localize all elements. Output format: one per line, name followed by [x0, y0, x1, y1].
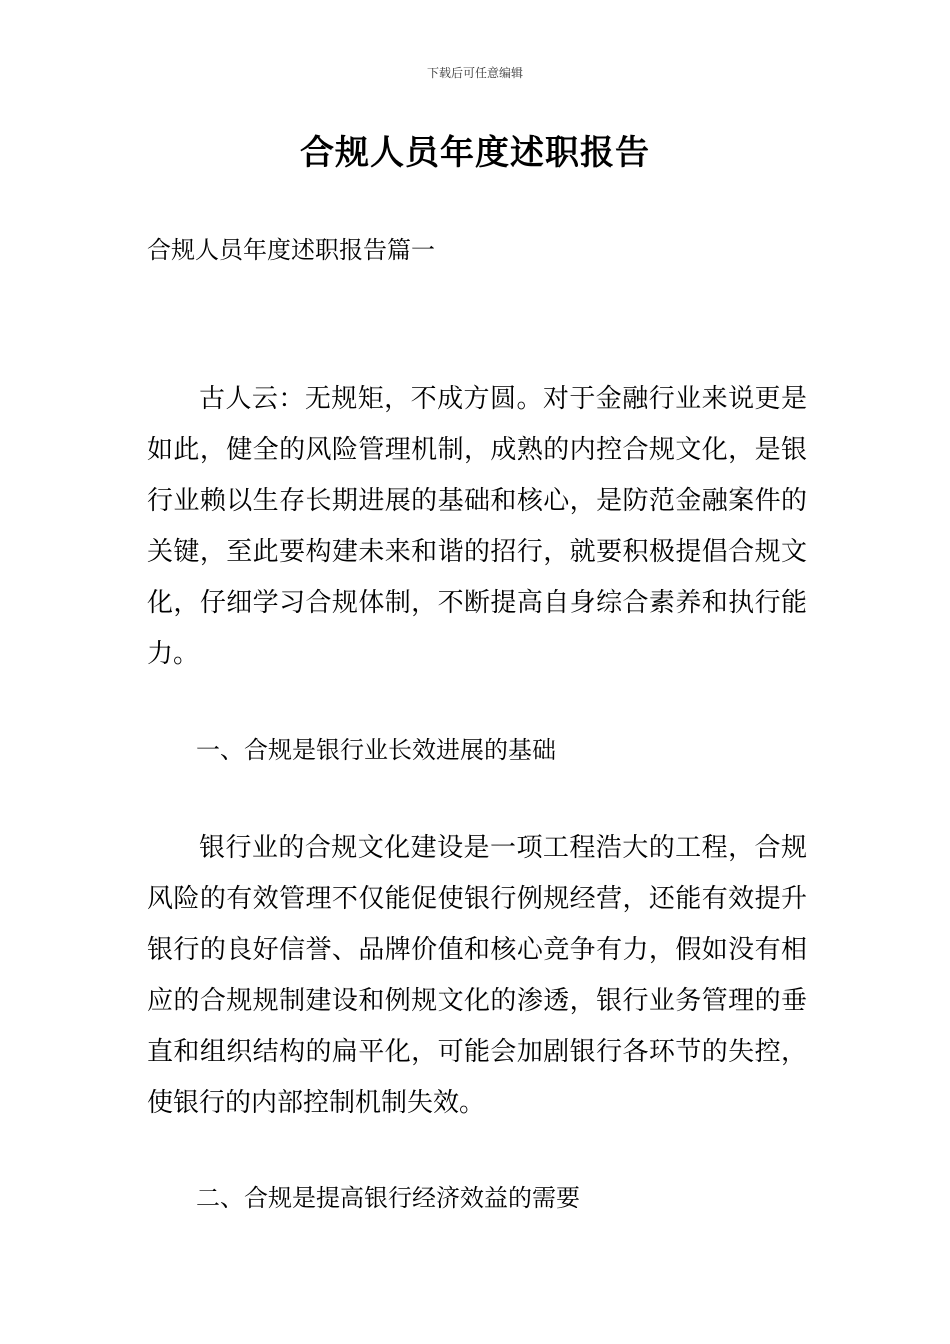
- document-title: 合规人员年度述职报告: [300, 133, 650, 173]
- header-note: 下载后可任意编辑: [426, 66, 523, 80]
- body-paragraph: 古人云：无规矩，不成方圆。对于金融行业来说更是如此，健全的风险管理机制，成熟的内控合规文化，是银行业赖以生存长期进展的基础和核心，是防范金融案件的关键，至此要构建未来和谐的招行，就要积极提倡合规文化，仔细学习合规体制，不断提高自身综合素养和执行能力。: [147, 384, 807, 669]
- section-heading: 二、合规是提高银行经济效益的需要: [196, 1184, 580, 1212]
- document-subtitle: 合规人员年度述职报告篇一: [147, 236, 435, 264]
- section-heading: 一、合规是银行业长效进展的基础: [196, 736, 556, 764]
- body-paragraph: 银行业的合规文化建设是一项工程浩大的工程，合规风险的有效管理不仅能促使银行例规经营，还能有效提升银行的良好信誉、品牌价值和核心竞争有力，假如没有相应的合规规制建设和例规文化的渗透，银行业务管理的垂直和组织结构的扁平化，可能会加剧银行各环节的失控，使银行的内部控制机制失效。: [147, 833, 807, 1118]
